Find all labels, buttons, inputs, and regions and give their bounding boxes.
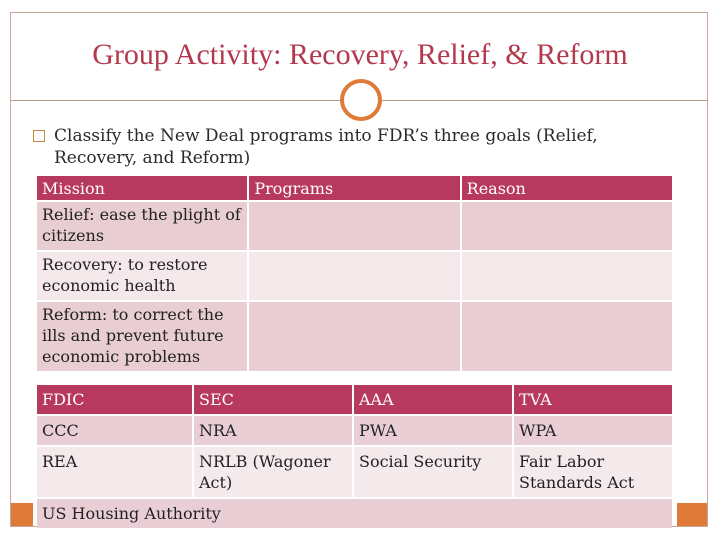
program-cell: AAA bbox=[354, 385, 512, 414]
goals-table bbox=[35, 174, 674, 373]
header-reason: Reason bbox=[462, 176, 672, 200]
program-cell: Fair Labor Standards Act bbox=[514, 447, 672, 497]
goals-header-row bbox=[37, 176, 672, 200]
program-cell: REA bbox=[37, 447, 192, 497]
programs-cell[interactable] bbox=[249, 202, 459, 250]
program-cell: WPA bbox=[514, 416, 672, 445]
programs-row bbox=[37, 499, 672, 528]
goal-row-reform bbox=[37, 302, 672, 371]
program-cell: US Housing Authority bbox=[37, 499, 672, 528]
programs-table bbox=[35, 383, 674, 530]
header-mission: Mission bbox=[37, 176, 247, 200]
reason-cell[interactable] bbox=[462, 252, 672, 300]
program-cell: TVA bbox=[514, 385, 672, 414]
programs-row bbox=[37, 416, 672, 445]
program-cell: SEC bbox=[194, 385, 352, 414]
program-cell: CCC bbox=[37, 416, 192, 445]
program-cell: PWA bbox=[354, 416, 512, 445]
mission-cell: Reform: to correct the ills and prevent future economic problems bbox=[37, 302, 247, 371]
reason-cell[interactable] bbox=[462, 302, 672, 371]
footer-accent-right bbox=[677, 503, 707, 526]
mission-cell: Relief: ease the plight of citizens bbox=[37, 202, 247, 250]
programs-cell[interactable] bbox=[249, 252, 459, 300]
square-bullet-icon bbox=[33, 130, 45, 142]
footer-accent-left bbox=[11, 503, 33, 526]
program-cell: NRLB (Wagoner Act) bbox=[194, 447, 352, 497]
reason-cell[interactable] bbox=[462, 202, 672, 250]
slide-title: Group Activity: Recovery, Relief, & Reform bbox=[92, 38, 628, 71]
header-programs: Programs bbox=[249, 176, 459, 200]
goal-row-relief bbox=[37, 202, 672, 250]
program-cell: FDIC bbox=[37, 385, 192, 414]
circle-ornament-icon bbox=[340, 79, 382, 121]
program-cell: NRA bbox=[194, 416, 352, 445]
bullet-point bbox=[30, 125, 680, 169]
programs-row bbox=[37, 385, 672, 414]
programs-row bbox=[37, 447, 672, 497]
programs-cell[interactable] bbox=[249, 302, 459, 371]
program-cell: Social Security bbox=[354, 447, 512, 497]
goal-row-recovery bbox=[37, 252, 672, 300]
mission-cell: Recovery: to restore economic health bbox=[37, 252, 247, 300]
bullet-text: Classify the New Deal programs into FDR’s three goals (Relief, Recovery, and Reform) bbox=[54, 126, 598, 168]
